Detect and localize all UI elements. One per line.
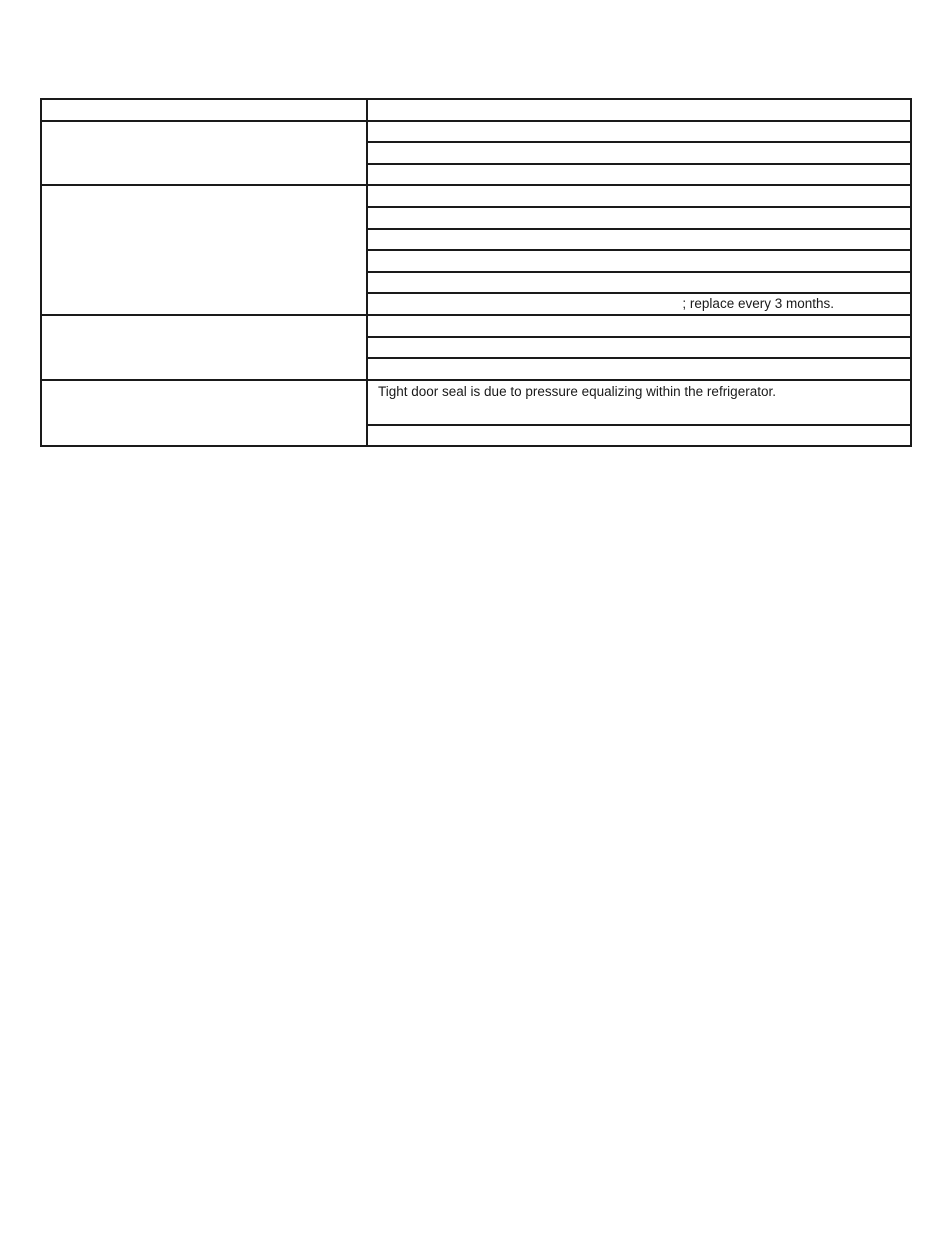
solution-cell: [367, 272, 911, 294]
solution-cell: [367, 229, 911, 251]
problem-header-cell: [41, 99, 367, 121]
solution-cell: [367, 207, 911, 229]
filter-replace-cell: ; replace every 3 months.: [367, 293, 911, 315]
door-seal-note-cell: Tight door seal is due to pressure equalizing within the refrigerator.: [367, 380, 911, 425]
troubleshooting-table: [40, 98, 912, 447]
solution-cell: [367, 121, 911, 143]
solution-header-cell: [367, 99, 911, 121]
problem-cell: [41, 185, 367, 315]
problem-cell: [41, 380, 367, 447]
solution-cell: [367, 358, 911, 380]
solution-cell: [367, 250, 911, 272]
problem-cell: [41, 315, 367, 380]
table-row: [41, 315, 911, 337]
table-header-row: [41, 99, 911, 121]
problem-cell: [41, 121, 367, 186]
solution-cell: [367, 425, 911, 447]
solution-cell: [367, 337, 911, 359]
solution-cell: [367, 315, 911, 337]
table-row: [41, 380, 911, 425]
solution-cell: [367, 185, 911, 207]
solution-cell: [367, 142, 911, 164]
solution-cell: [367, 164, 911, 186]
table-row: [41, 185, 911, 207]
table-row: [41, 121, 911, 143]
